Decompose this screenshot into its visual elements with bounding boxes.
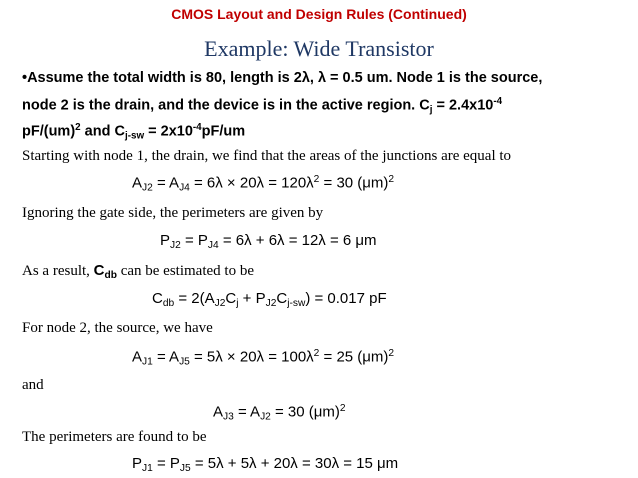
text-perimeters: Ignoring the gate side, the perimeters are given by bbox=[22, 205, 324, 221]
text-node2-source: For node 2, the source, we have bbox=[22, 320, 213, 336]
equation-area-j3: $A_{J3} = A_{J2} = 30$ $(\mu m)^2$ bbox=[213, 403, 346, 423]
equation-area-node2: $A_{J1} = A_{J5} = 5\lambda \times 20\lambda = 100\lambda^2 = 25$ $(\mu m)^2$ bbox=[132, 348, 395, 368]
text-cdb-estimate: As a result, $C_{db}$ can be estimated to be bbox=[22, 262, 254, 282]
equation-perimeter-node2: $P_{J1} = P_{J5} = 5\lambda + 5\lambda + 20\lambda = 30\lambda = 15$ μm bbox=[132, 455, 399, 475]
slide-header: CMOS Layout and Design Rules (Continued) bbox=[171, 6, 467, 22]
slide-title: Example: Wide Transistor bbox=[204, 36, 434, 61]
equation-perimeter-node1: $P_{J2} = P_{J4} = 6\lambda + 6\lambda = 12\lambda = 6$ μm bbox=[160, 232, 377, 252]
text-and: and bbox=[22, 377, 44, 393]
assumption-line-3: pF/(um)$^2$ and $C_{j-sw} = 2x10^{-4}pF/um$ bbox=[22, 122, 246, 142]
assumption-line-2: node 2 is the drain, and the device is in the active region. $C_j = 2.4x10^{-4}$ bbox=[22, 96, 503, 116]
text-perimeters-found: The perimeters are found to be bbox=[22, 429, 207, 445]
assumption-line-1: •Assume the total width is 80, length is 2λ, λ = 0.5 um. Node 1 is the source, bbox=[22, 70, 543, 86]
equation-cdb: $C_{db} = 2(A_{J2}C_j + P_{J2}C_{j-sw}) = 0.017$ pF bbox=[152, 290, 387, 310]
equation-area-node1: $A_{J2} = A_{J4} = 6\lambda \times 20\lambda = 120\lambda^2 = 30$ $(\mu m)^2$ bbox=[132, 174, 395, 194]
text-node1-areas: Starting with node 1, the drain, we find that the areas of the junctions are equal to bbox=[22, 148, 512, 164]
